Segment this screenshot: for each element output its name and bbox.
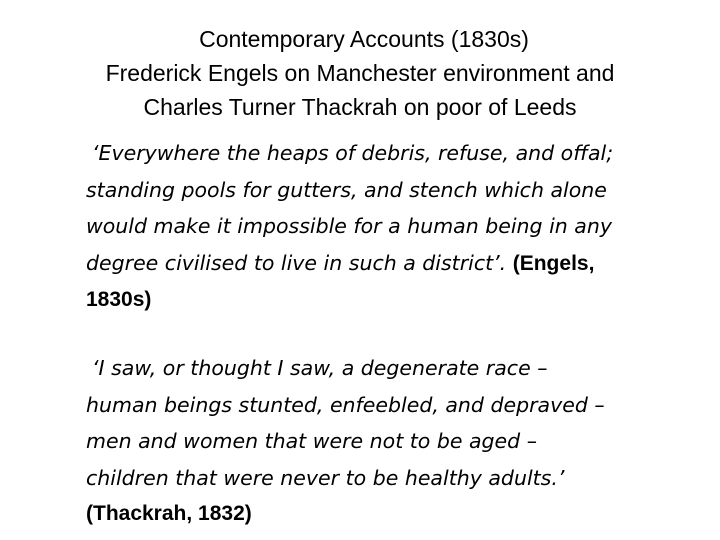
quote-line: human beings stunted, enfeebled, and depraved – [86,392,605,417]
quote-line: degree civilised to live in such a district’. [86,250,507,275]
quote-line: ‘I saw, or thought I saw, a degenerate race – [92,356,548,380]
quote-line-with-citation [86,245,696,283]
slide-title [0,22,720,124]
engels-quote [86,135,696,319]
quote-line: ‘Everywhere the heaps of debris, refuse, and offal; [92,141,614,165]
engels-citation-year: 1830s) [86,288,152,311]
engels-citation: (Engels, [512,251,595,275]
title-line-2: Frederick Engels on Manchester environment and [105,60,615,86]
title-line-1: Contemporary Accounts (1830s) [199,26,529,52]
title-line-3: Charles Turner Thackrah on poor of Leeds [143,94,577,120]
quote-line: standing pools for gutters, and stench which alone [86,177,607,202]
quote-line: would make it impossible for a human being in any [86,214,612,238]
quote-line: children that were never to be healthy adults.’ [86,465,565,490]
thackrah-citation: (Thackrah, 1832) [86,502,252,525]
thackrah-quote [86,350,696,533]
quote-line: men and women that were not to be aged – [86,429,537,453]
